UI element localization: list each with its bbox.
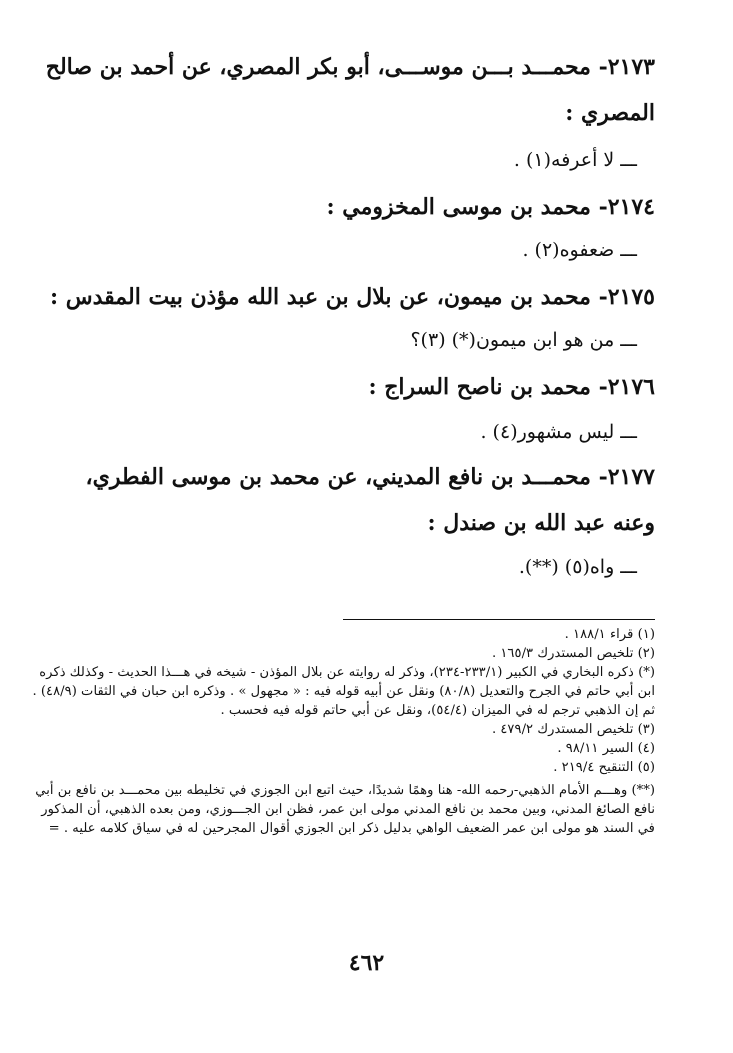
entry-2176-note: ـــ ليس مشهور(٤) .	[480, 421, 637, 443]
entry-2176-heading: ٢١٧٦- محمد بن ناصح السراج :	[368, 374, 655, 400]
entry-2174-note: ـــ ضعفوه(٢) .	[522, 239, 637, 261]
footnote-1: (١) قراء ١٨٨/١ .	[564, 627, 655, 642]
footnote-3: (٣) تلخيص المستدرك ٤٧٩/٢ .	[491, 722, 655, 737]
footnote-5: (٥) التنقيح ٢١٩/٤ .	[553, 760, 655, 775]
entry-2173-note: ـــ لا أعرفه(١) .	[513, 149, 637, 171]
entry-2175-heading: ٢١٧٥- محمد بن ميمون، عن بلال بن عبد الله مؤذن بيت المقدس :	[49, 284, 655, 310]
page-number: ٤٦٢	[348, 950, 385, 976]
footnote-2: (٢) تلخيص المستدرك ١٦٥/٣ .	[491, 646, 655, 661]
entry-2177-note: ـــ واه(٥) (**).	[518, 556, 637, 578]
entry-2173-heading: ٢١٧٣- محمـــد بـــن موســـى، أبو بكر المصري، عن أحمد بن صالح المصري :	[45, 54, 655, 126]
footnotes	[29, 625, 655, 838]
footnote-separator	[343, 619, 655, 620]
entry-2175-note: ـــ من هو ابن ميمون(*) (٣)؟	[410, 329, 637, 351]
entry-2174-heading: ٢١٧٤- محمد بن موسى المخزومي :	[326, 194, 655, 220]
footnote-star: (*) ذكره البخاري في الكبير (٢٣٣/١-٢٣٤)، وذكر له روايته عن بلال المؤذن - شيخه في هـــذا الحديث - وكذلك ذكره ابن أبي حاتم في الجرح والتعديل (٨٠/٨) ونقل عن أبيه قوله فيه : « مجهول » . وذكره ابن حبان في الثقات (٤٨/٩) .	[32, 665, 655, 699]
footnote-4: (٤) السير ٩٨/١١ .	[557, 741, 655, 756]
footnote-star-continued: ثم إن الذهبي ترجم له في الميزان (٥٤/٤)، ونقل عن أبي حاتم قوله فيه فحسب .	[220, 703, 655, 718]
entry-2177-heading: ٢١٧٧- محمـــد بن نافع المديني، عن محمد بن موسى الفطري، وعنه عبد الله بن صندل :	[85, 464, 655, 536]
footnote-double-star: (**) وهـــم الأمام الذهبي-رحمه الله- هنا وهمًا شديدًا، حيث اتبع ابن الجوزي في تخليطه بين محمـــد بن نافع بن أبي نافع الصائغ المدني، وبين محمد بن نافع المدني مولى ابن عمر، فظن ابن الجـــوزي، ومن بعده الذهبي، أن المذكور في السند هو مولى ابن عمر الضعيف الواهي بدليل ذكر ابن الجوزي أقوال المجرحين له في سياق كلامه عليه . =	[35, 783, 655, 836]
